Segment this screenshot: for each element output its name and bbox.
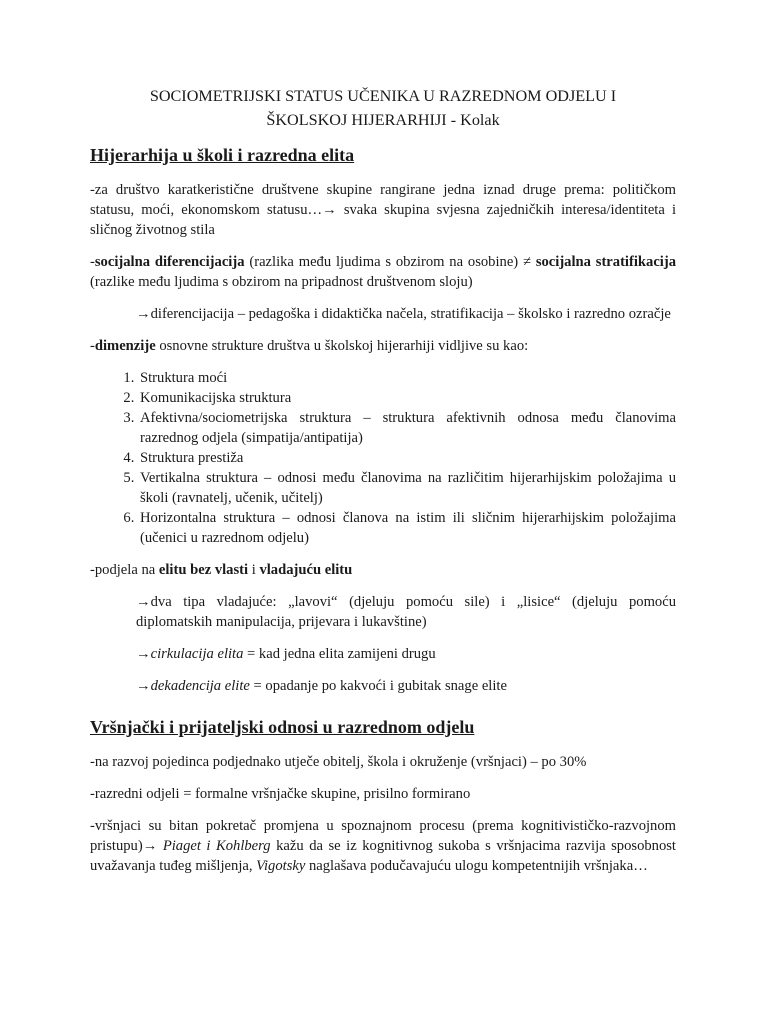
list-item: 1. Struktura moći <box>138 368 676 388</box>
text-part-2: kažu da se iz kognitivnog sukoba s vršnjacima razvija sposobnost uvažavanja tuđeg mišljenja, <box>90 838 676 874</box>
paragraph-elite-decadence <box>136 676 676 696</box>
section-heading-peer-relations: Vršnjački i prijateljski odnosi u razrednom odjelu <box>90 717 475 737</box>
text-prefix: - <box>90 338 95 354</box>
list-item: 3. Afektivna/sociometrijska struktura – struktura afektivnih odnosa među članovima razrednog odjela (simpatija/antipatija) <box>138 408 676 448</box>
paragraph-principles: →diferencijacija – pedagoška i didaktička načela, stratifikacija – školsko i razredno ozračje <box>136 306 671 322</box>
term-ruling-elite: vladajuću elitu <box>259 562 353 578</box>
list-item: 5. Vertikalna struktura – odnosi među članovima na različitim hijerarhijskim položajima u školi (ravnatelj, učenik, učitelj) <box>138 468 676 508</box>
paragraph-development-influence: -na razvoj pojedinca podjednako utječe obitelj, škola i okruženje (vršnjaci) – po 30% <box>90 754 587 770</box>
text-part-3: naglašava podučavajuću ulogu kompetentnijih vršnjaka… <box>305 858 648 874</box>
structure-list <box>90 368 676 548</box>
paragraph-dimensions <box>90 336 676 356</box>
text-suffix: = opadanje po kakvoći i gubitak snage elite <box>249 678 507 694</box>
text-prefix: - <box>90 254 95 270</box>
section-heading-hierarchy: Hijerarhija u školi i razredna elita <box>90 145 355 165</box>
list-item: 4. Struktura prestiža <box>138 448 676 468</box>
list-item: 2. Komunikacijska struktura <box>138 388 676 408</box>
term-stratification: socijalna stratifikacija <box>535 254 677 270</box>
arrow-glyph: → <box>136 646 151 662</box>
paragraph-lions-foxes: →dva tipa vladajuće: „lavovi“ (djeluju pomoću sile) i „lisice“ (djeluju pomoću diplomatskih manipulacija, prijevara i lukavštine) <box>136 594 676 630</box>
text-mid: i <box>248 562 260 578</box>
title-line-1: SOCIOMETRIJSKI STATUS UČENIKA U RAZREDNOM ODJELU I <box>149 87 617 105</box>
text-suffix: = kad jedna elita zamijeni drugu <box>243 646 436 662</box>
name-piaget-kohlberg: Piaget i Kohlberg <box>162 838 271 854</box>
name-vigotsky: Vigotsky <box>256 858 306 874</box>
paragraph-class-groups: -razredni odjeli = formalne vršnjačke skupine, prisilno formirano <box>90 786 471 802</box>
term-dimensions: dimenzije <box>94 338 156 354</box>
term-elite-without-power: elitu bez vlasti <box>158 562 249 578</box>
term-elite-decadence: dekadencija elite <box>150 678 250 694</box>
paragraph-elite-circulation <box>136 644 676 664</box>
text-suffix: (razlike među ljudima s obzirom na pripadnost društvenom sloju) <box>90 274 473 290</box>
text-suffix: osnovne strukture društva u školskoj hijerarhiji vidljive su kao: <box>155 338 529 354</box>
paragraph-elite-types <box>90 560 676 580</box>
paragraph-social-groups: -za društvo karatkeristične društvene skupine rangirane jedna iznad druge prema: političkom statusu, moći, ekonomskom statusu…→ svaka skupina svjesna zajedničkih interesa/identiteta i sličnog životnog stila <box>90 182 676 238</box>
title-author: - Kolak <box>446 111 500 129</box>
list-item: 6. Horizontalna struktura – odnosi članova na istim ili sličnim hijerarhijskim položajima (učenici u razrednom odjelu) <box>138 508 676 548</box>
text-mid: (razlika među ljudima s obzirom na osobine) ≠ <box>244 254 536 270</box>
text-prefix: -podjela na <box>90 562 159 578</box>
text-part-1: -vršnjaci su bitan pokretač promjena u spoznajnom procesu (prema kognitivističko-razvojnom pristupu)→ <box>90 818 676 854</box>
paragraph-cognitive-peers <box>90 816 676 876</box>
paragraph-differentiation <box>90 252 676 292</box>
title-line-2: ŠKOLSKOJ HIJERARHIJI <box>266 111 447 129</box>
document-content <box>90 84 676 888</box>
arrow-glyph: → <box>136 678 151 694</box>
document-title <box>90 84 676 132</box>
term-elite-circulation: cirkulacija elita <box>150 646 244 662</box>
term-differentiation: socijalna diferencijacija <box>94 254 245 270</box>
